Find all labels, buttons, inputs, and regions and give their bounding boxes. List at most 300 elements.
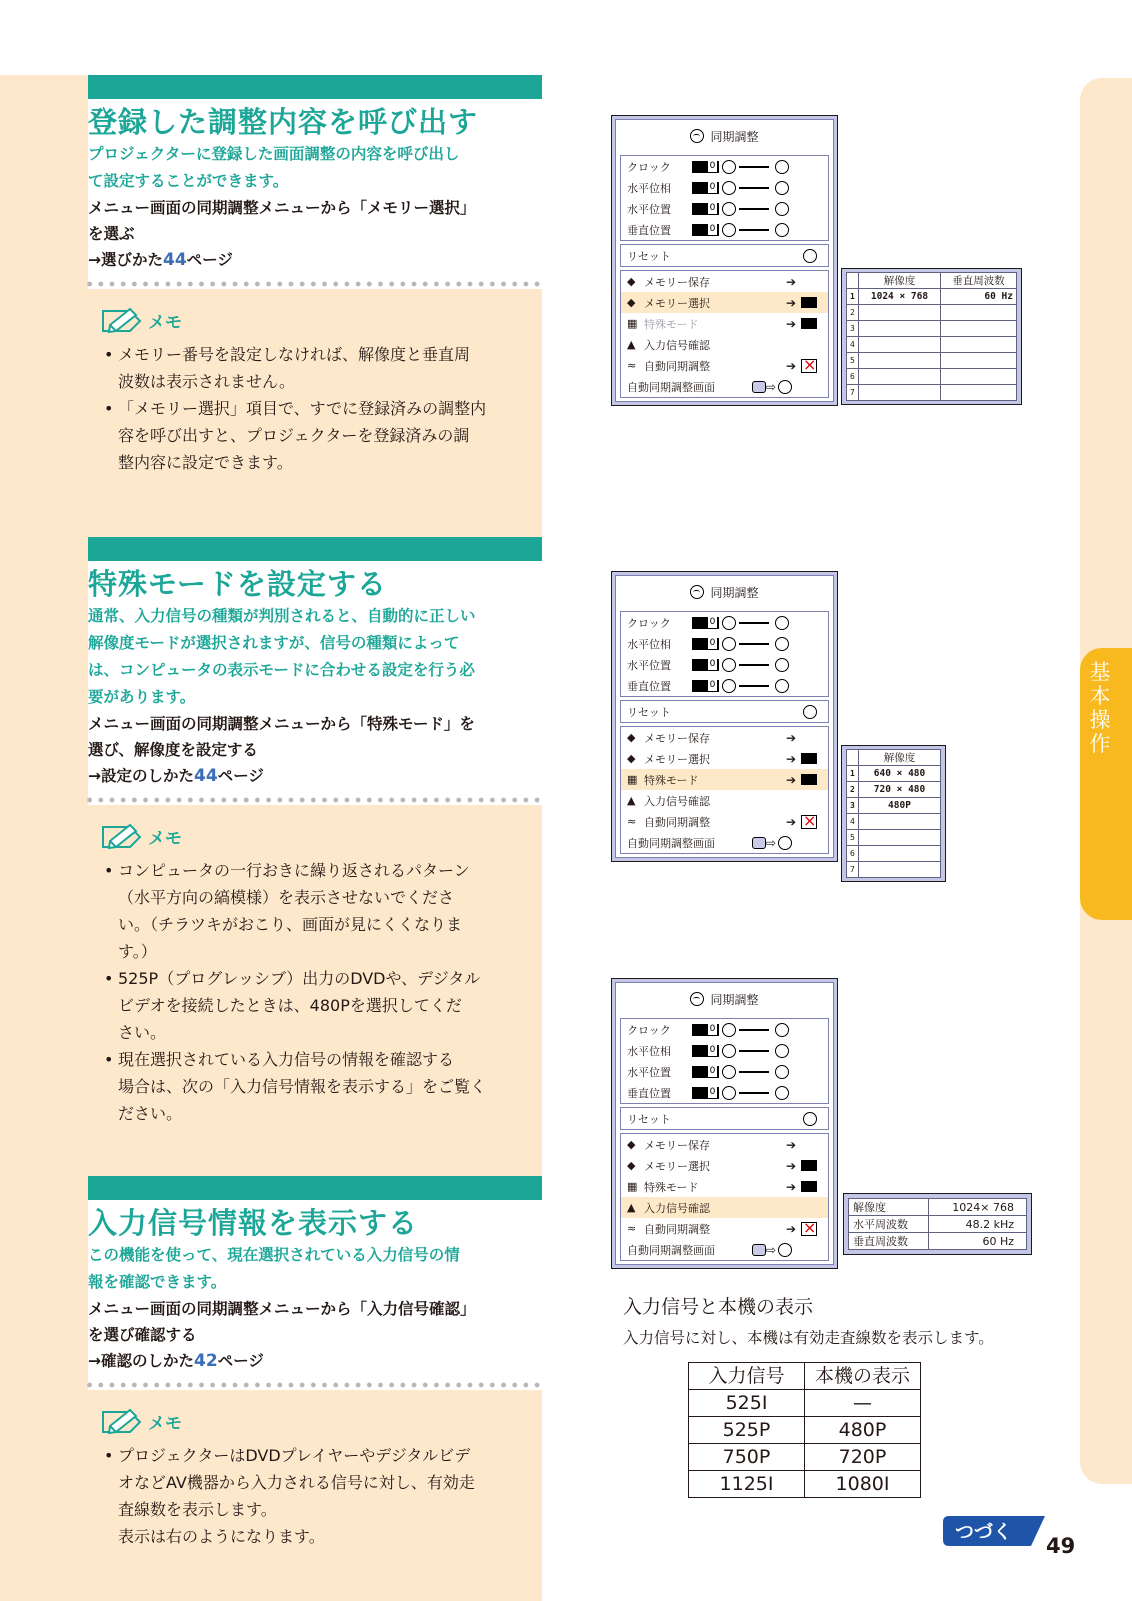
section-2-bar xyxy=(88,537,542,561)
reset-label: リセット xyxy=(627,1112,671,1126)
special-row[interactable] xyxy=(847,846,941,862)
slider-value-box xyxy=(692,203,719,215)
memory-row[interactable] xyxy=(847,289,1017,305)
osd-title-text: 同期調整 xyxy=(710,992,759,1007)
slider-label: 水平位置 xyxy=(627,202,671,216)
signal-input-cell: 525P xyxy=(689,1417,805,1444)
memo-item xyxy=(88,1046,528,1127)
memo-box xyxy=(0,289,542,488)
memory-row[interactable] xyxy=(847,369,1017,385)
osd-menu-item[interactable] xyxy=(621,1134,828,1155)
screen-option-icon[interactable] xyxy=(752,1244,766,1256)
dial-plus-icon xyxy=(775,1023,789,1037)
slider-value-box xyxy=(692,182,719,194)
menu-item-icon: ◆ xyxy=(627,1159,636,1172)
slider-track[interactable] xyxy=(739,685,769,687)
signal-display-table xyxy=(688,1362,921,1498)
memo-line: ださい。 xyxy=(118,1104,183,1123)
menu-item-label: メモリー選択 xyxy=(644,296,710,310)
signal-info-label: 解像度 xyxy=(849,1199,929,1216)
slider-value: 0 xyxy=(709,679,716,690)
slider-value: 0 xyxy=(709,223,716,234)
page-number: 49 xyxy=(1046,1534,1076,1558)
dial-plus-icon xyxy=(775,181,789,195)
memo-line: 容を呼び出すと、プロジェクターを登録済みの調 xyxy=(118,426,470,445)
memory-resolution xyxy=(859,305,941,321)
section-instruction xyxy=(88,711,542,763)
auto-screen-label: 自動同期調整画面 xyxy=(627,1243,715,1257)
menu-item-label: メモリー保存 xyxy=(644,275,710,289)
menu-item-label: メモリー保存 xyxy=(644,1138,710,1152)
dial-plus-icon xyxy=(775,616,789,630)
section-intro xyxy=(88,603,542,711)
osd-title-text: 同期調整 xyxy=(710,129,759,144)
reset-label: リセット xyxy=(627,249,671,263)
section-3-bar xyxy=(88,1176,542,1200)
pencil-note-icon xyxy=(100,821,144,851)
arrow-right-icon: ➔ xyxy=(786,1221,797,1236)
menu-item-icon: ▲ xyxy=(627,794,636,807)
osd-slider-row[interactable] xyxy=(621,675,828,696)
special-row[interactable] xyxy=(847,766,941,782)
signal-display-title: 入力信号と本機の表示 xyxy=(623,1296,814,1318)
osd-menu-item[interactable] xyxy=(621,727,828,748)
instruction-line: を選ぶ xyxy=(88,225,135,243)
dial-minus-icon xyxy=(722,202,736,216)
dotted-divider xyxy=(84,795,544,805)
dial-minus-icon xyxy=(722,658,736,672)
sync-icon xyxy=(690,585,704,599)
menu-item-icon: ≈ xyxy=(627,815,637,828)
osd-menu-item[interactable] xyxy=(621,271,828,292)
instruction-line: を選び確認する xyxy=(88,1326,197,1344)
sync-icon xyxy=(690,129,704,143)
slider-track[interactable] xyxy=(739,1071,769,1073)
osd-menu-item[interactable] xyxy=(621,334,828,355)
memory-frequency xyxy=(941,305,1017,321)
menu-item-label: 入力信号確認 xyxy=(644,1201,710,1215)
osd-title xyxy=(616,576,833,608)
slider-track[interactable] xyxy=(739,229,769,231)
memo-line: す。） xyxy=(118,942,157,961)
memo-item xyxy=(88,1442,528,1550)
osd-title-text: 同期調整 xyxy=(710,585,759,600)
slider-value: 0 xyxy=(709,1023,716,1034)
menu-item-label: 入力信号確認 xyxy=(644,794,710,808)
signal-display-row xyxy=(689,1471,921,1498)
special-index: 1 xyxy=(847,766,859,782)
memory-frequency xyxy=(941,353,1017,369)
reset-icon[interactable] xyxy=(803,249,817,263)
signal-info-label: 水平周波数 xyxy=(849,1216,929,1233)
memo-line: ビデオを接続したときは、480Pを選択してくだ xyxy=(118,996,462,1015)
section-instruction xyxy=(88,195,542,247)
osd-title xyxy=(616,983,833,1015)
page-reference[interactable] xyxy=(88,247,542,273)
instruction-line: メニュー画面の同期調整メニューから「入力信号確認」 xyxy=(88,1300,476,1318)
screen-option-icon[interactable] xyxy=(752,837,766,849)
menu-item-label: 特殊モード xyxy=(644,773,699,787)
memo-list xyxy=(88,1442,542,1550)
osd-slider-group xyxy=(620,1018,829,1104)
ref-page-number[interactable]: 42 xyxy=(194,1351,218,1371)
menu-item-label: 特殊モード xyxy=(644,1180,699,1194)
slider-value-box xyxy=(692,224,719,236)
slider-label: クロック xyxy=(627,1023,671,1037)
reset-label: リセット xyxy=(627,705,671,719)
special-row[interactable] xyxy=(847,782,941,798)
memory-resolution xyxy=(859,353,941,369)
memory-row[interactable] xyxy=(847,353,1017,369)
osd-slider-row[interactable] xyxy=(621,1061,828,1082)
osd-menu-item[interactable] xyxy=(621,292,828,313)
signal-output-cell: — xyxy=(805,1390,921,1417)
dial-minus-icon xyxy=(722,1065,736,1079)
dial-minus-icon xyxy=(722,160,736,174)
slider-value-box xyxy=(692,617,719,629)
dial-plus-icon xyxy=(775,1044,789,1058)
dial-plus-icon xyxy=(775,1065,789,1079)
memo-line: （水平方向の縞模様）を表示させないでくださ xyxy=(118,888,455,907)
dial-minus-icon xyxy=(722,1044,736,1058)
memory-row[interactable] xyxy=(847,305,1017,321)
signal-info-row xyxy=(849,1216,1027,1233)
signal-input-cell: 525I xyxy=(689,1390,805,1417)
pencil-note-icon xyxy=(100,1406,144,1436)
memory-resolution xyxy=(859,369,941,385)
page-reference[interactable] xyxy=(88,1348,542,1374)
section-intro xyxy=(88,1242,542,1296)
slider-value: 0 xyxy=(709,1044,716,1055)
slider-track[interactable] xyxy=(739,208,769,210)
slider-track[interactable] xyxy=(739,1092,769,1094)
signal-info-row xyxy=(849,1233,1027,1250)
ref-suffix: ページ xyxy=(217,1352,264,1370)
memo-header xyxy=(100,305,542,335)
osd-slider-row[interactable] xyxy=(621,1019,828,1040)
memory-frequency xyxy=(941,321,1017,337)
slider-value: 0 xyxy=(709,202,716,213)
special-resolution: 480P xyxy=(859,798,941,814)
osd-reset-row[interactable] xyxy=(621,701,828,722)
submenu-indicator-icon xyxy=(801,318,817,329)
menu-item-label: 自動同期調整 xyxy=(644,1222,710,1236)
pencil-note-icon xyxy=(100,305,144,335)
menu-item-icon: ▦ xyxy=(627,773,638,786)
memory-index: 2 xyxy=(847,305,859,321)
reset-icon[interactable] xyxy=(803,1112,817,1126)
special-mode-table xyxy=(841,745,946,882)
menu-item-label: 入力信号確認 xyxy=(644,338,710,352)
osd-auto-screen-row[interactable] xyxy=(621,376,828,397)
slider-track[interactable] xyxy=(739,187,769,189)
continue-badge[interactable] xyxy=(941,1514,1047,1548)
osd-slider-group xyxy=(620,611,829,697)
osd-menu-item[interactable] xyxy=(621,1197,828,1218)
dial-minus-icon xyxy=(722,679,736,693)
osd-menu-item[interactable] xyxy=(621,790,828,811)
slider-value: 0 xyxy=(709,1086,716,1097)
wave-option-icon[interactable] xyxy=(778,380,792,394)
ref-prefix: →確認のしかた xyxy=(88,1352,194,1370)
memory-row[interactable] xyxy=(847,337,1017,353)
memo-line: • 現在選択されている入力信号の情報を確認する xyxy=(118,1050,455,1069)
osd-menu-item[interactable] xyxy=(621,1155,828,1176)
special-resolution xyxy=(859,862,941,878)
menu-item-icon: ▦ xyxy=(627,317,638,330)
signal-display-desc: 入力信号に対し、本機は有効走査線数を表示します。 xyxy=(623,1329,994,1347)
slider-track[interactable] xyxy=(739,1029,769,1031)
dial-plus-icon xyxy=(775,160,789,174)
menu-item-icon: ▲ xyxy=(627,1201,636,1214)
osd-panel-signal-info xyxy=(611,978,838,1269)
osd-title xyxy=(616,120,833,152)
osd-panel-memory-select xyxy=(611,115,838,406)
osd-menu-item[interactable] xyxy=(621,1218,828,1239)
slider-label: 垂直位置 xyxy=(627,679,671,693)
memo-box xyxy=(0,805,542,1139)
ref-prefix: →設定のしかた xyxy=(88,767,194,785)
auto-screen-options xyxy=(752,380,792,394)
special-resolution xyxy=(859,830,941,846)
slider-label: 水平位相 xyxy=(627,637,671,651)
section-1-bar xyxy=(88,75,542,99)
section-title: 登録した調整内容を呼び出す xyxy=(88,105,479,139)
slider-track[interactable] xyxy=(739,664,769,666)
slider-value: 0 xyxy=(709,637,716,648)
auto-sync-off-icon xyxy=(801,815,817,829)
dial-minus-icon xyxy=(722,637,736,651)
slider-track[interactable] xyxy=(739,622,769,624)
tab-char: 基 xyxy=(1089,660,1111,684)
memo-list xyxy=(88,341,542,476)
osd-item-group xyxy=(620,1133,829,1261)
memory-resolution: 1024 × 768 xyxy=(859,289,941,305)
auto-screen-label: 自動同期調整画面 xyxy=(627,380,715,394)
osd-menu-item[interactable] xyxy=(621,811,828,832)
arrow-right-icon: ⇨ xyxy=(766,835,777,850)
osd-slider-row[interactable] xyxy=(621,633,828,654)
slider-track[interactable] xyxy=(739,1050,769,1052)
screen-option-icon[interactable] xyxy=(752,381,766,393)
arrow-right-icon: ➔ xyxy=(786,274,797,289)
osd-slider-row[interactable] xyxy=(621,198,828,219)
tab-char: 作 xyxy=(1089,732,1111,756)
arrow-right-icon: ➔ xyxy=(786,1158,797,1173)
tab-char: 操 xyxy=(1089,708,1111,732)
slider-value: 0 xyxy=(709,616,716,627)
signal-info-label: 垂直周波数 xyxy=(849,1233,929,1250)
memo-header xyxy=(100,1406,542,1436)
osd-menu-item[interactable] xyxy=(621,1176,828,1197)
memory-list-table xyxy=(841,268,1022,405)
osd-reset-group xyxy=(620,244,829,267)
osd-menu-item[interactable] xyxy=(621,355,828,376)
memo-line: 表示は右のようになります。 xyxy=(118,1527,325,1546)
signal-output-cell: 720P xyxy=(805,1444,921,1471)
memory-col-frequency: 垂直周波数 xyxy=(941,273,1017,289)
page-reference[interactable] xyxy=(88,763,542,789)
special-index: 4 xyxy=(847,814,859,830)
slider-track[interactable] xyxy=(739,643,769,645)
ref-suffix: ページ xyxy=(217,767,264,785)
arrow-right-icon: ➔ xyxy=(786,358,797,373)
menu-item-label: メモリー保存 xyxy=(644,731,710,745)
osd-slider-row[interactable] xyxy=(621,1082,828,1103)
dial-minus-icon xyxy=(722,1086,736,1100)
memory-index: 7 xyxy=(847,385,859,401)
continue-label: つづく xyxy=(955,1521,1013,1543)
memo-item xyxy=(88,395,528,476)
memo-line: • 525P（プログレッシブ）出力のDVDや、デジタル xyxy=(118,969,481,988)
special-index: 3 xyxy=(847,798,859,814)
slider-value-box xyxy=(692,659,719,671)
section-title: 入力信号情報を表示する xyxy=(88,1206,419,1240)
memo-list xyxy=(88,857,542,1127)
ref-prefix: →選びかた xyxy=(88,251,163,269)
reset-icon[interactable] xyxy=(803,705,817,719)
arrow-right-icon: ➔ xyxy=(786,751,797,766)
auto-screen-label: 自動同期調整画面 xyxy=(627,836,715,850)
ref-page-number[interactable]: 44 xyxy=(194,766,218,786)
wave-option-icon[interactable] xyxy=(778,1243,792,1257)
osd-auto-screen-row[interactable] xyxy=(621,1239,828,1260)
osd-panel-special-mode xyxy=(611,571,838,862)
section-recall-settings xyxy=(88,99,542,488)
dial-plus-icon xyxy=(775,202,789,216)
memo-label: メモ xyxy=(148,1413,182,1434)
slider-value-box xyxy=(692,1066,719,1078)
dial-plus-icon xyxy=(775,223,789,237)
memo-line: 波数は表示されません。 xyxy=(118,372,295,391)
menu-item-label: 特殊モード xyxy=(644,317,699,331)
memory-index: 6 xyxy=(847,369,859,385)
memory-row[interactable] xyxy=(847,321,1017,337)
memory-resolution xyxy=(859,321,941,337)
osd-item-group xyxy=(620,270,829,398)
special-resolution xyxy=(859,846,941,862)
memo-line: • コンピュータの一行おきに繰り返されるパターン xyxy=(118,861,470,880)
memory-index: 3 xyxy=(847,321,859,337)
intro-line: 報を確認できます。 xyxy=(88,1273,227,1291)
signal-info-row xyxy=(849,1199,1027,1216)
dial-minus-icon xyxy=(722,181,736,195)
memory-row[interactable] xyxy=(847,385,1017,401)
memo-line: • 「メモリー選択」項目で、すでに登録済みの調整内 xyxy=(118,399,487,418)
osd-auto-screen-row[interactable] xyxy=(621,832,828,853)
special-index: 6 xyxy=(847,846,859,862)
special-row[interactable] xyxy=(847,814,941,830)
menu-item-label: 自動同期調整 xyxy=(644,815,710,829)
wave-option-icon[interactable] xyxy=(778,836,792,850)
signal-display-row xyxy=(689,1390,921,1417)
osd-reset-row[interactable] xyxy=(621,245,828,266)
osd-slider-row[interactable] xyxy=(621,219,828,240)
slider-value: 0 xyxy=(709,658,716,669)
osd-slider-row[interactable] xyxy=(621,654,828,675)
memo-item xyxy=(88,857,528,965)
slider-track[interactable] xyxy=(739,166,769,168)
arrow-right-icon: ➔ xyxy=(786,1137,797,1152)
ref-suffix: ページ xyxy=(186,251,233,269)
slider-value-box xyxy=(692,161,719,173)
signal-info-value: 48.2 kHz xyxy=(928,1216,1026,1233)
menu-item-label: 自動同期調整 xyxy=(644,359,710,373)
menu-item-icon: ≈ xyxy=(627,359,637,372)
slider-value-box xyxy=(692,1045,719,1057)
special-col-resolution: 解像度 xyxy=(859,750,941,766)
slider-label: クロック xyxy=(627,616,671,630)
chapter-tab-label xyxy=(1080,660,1120,756)
auto-screen-options xyxy=(752,1243,792,1257)
memory-index: 1 xyxy=(847,289,859,305)
arrow-right-icon: ➔ xyxy=(786,316,797,331)
memo-item xyxy=(88,965,528,1046)
menu-item-icon: ◆ xyxy=(627,752,636,765)
signal-input-cell: 1125I xyxy=(689,1471,805,1498)
auto-sync-off-icon xyxy=(801,1222,817,1236)
memory-frequency xyxy=(941,385,1017,401)
dotted-divider xyxy=(84,279,544,289)
memo-line: オなどAV機器から入力される信号に対し、有効走 xyxy=(118,1473,475,1492)
menu-item-label: メモリー選択 xyxy=(644,752,710,766)
menu-item-icon: ≈ xyxy=(627,1222,637,1235)
osd-slider-row[interactable] xyxy=(621,612,828,633)
arrow-right-icon: ⇨ xyxy=(766,379,777,394)
osd-item-group xyxy=(620,726,829,854)
intro-line: 要があります。 xyxy=(88,688,196,706)
osd-menu-item[interactable] xyxy=(621,313,828,334)
memo-header xyxy=(100,821,542,851)
slider-value: 0 xyxy=(709,1065,716,1076)
osd-slider-row[interactable] xyxy=(621,177,828,198)
memory-col-resolution: 解像度 xyxy=(859,273,941,289)
memo-line: • メモリー番号を設定しなければ、解像度と垂直周 xyxy=(118,345,471,364)
arrow-right-icon: ➔ xyxy=(786,1179,797,1194)
special-index: 7 xyxy=(847,862,859,878)
memory-index: 5 xyxy=(847,353,859,369)
special-row[interactable] xyxy=(847,798,941,814)
memo-line: 査線数を表示します。 xyxy=(118,1500,277,1519)
auto-sync-off-icon xyxy=(801,359,817,373)
special-row[interactable] xyxy=(847,830,941,846)
osd-menu-item[interactable] xyxy=(621,769,828,790)
slider-label: 水平位置 xyxy=(627,658,671,672)
instruction-line: メニュー画面の同期調整メニューから「特殊モード」を xyxy=(88,715,475,733)
osd-menu-item[interactable] xyxy=(621,748,828,769)
signal-info-box xyxy=(843,1193,1032,1255)
section-intro xyxy=(88,141,542,195)
osd-slider-row[interactable] xyxy=(621,1040,828,1061)
special-row[interactable] xyxy=(847,862,941,878)
ref-page-number[interactable]: 44 xyxy=(163,250,187,270)
special-resolution xyxy=(859,814,941,830)
arrow-right-icon: ⇨ xyxy=(766,1242,777,1257)
memo-item xyxy=(88,341,528,395)
memo-line: さい。 xyxy=(118,1023,167,1042)
special-index: 5 xyxy=(847,830,859,846)
osd-reset-row[interactable] xyxy=(621,1108,828,1129)
special-resolution: 720 × 480 xyxy=(859,782,941,798)
signal-info-value: 1024× 768 xyxy=(928,1199,1026,1216)
osd-slider-row[interactable] xyxy=(621,156,828,177)
intro-line: プロジェクターに登録した画面調整の内容を呼び出し xyxy=(88,145,460,163)
signal-display-row xyxy=(689,1417,921,1444)
dial-minus-icon xyxy=(722,1023,736,1037)
memory-frequency xyxy=(941,369,1017,385)
instruction-line: メニュー画面の同期調整メニューから「メモリー選択」 xyxy=(88,199,476,217)
arrow-right-icon: ➔ xyxy=(786,772,797,787)
